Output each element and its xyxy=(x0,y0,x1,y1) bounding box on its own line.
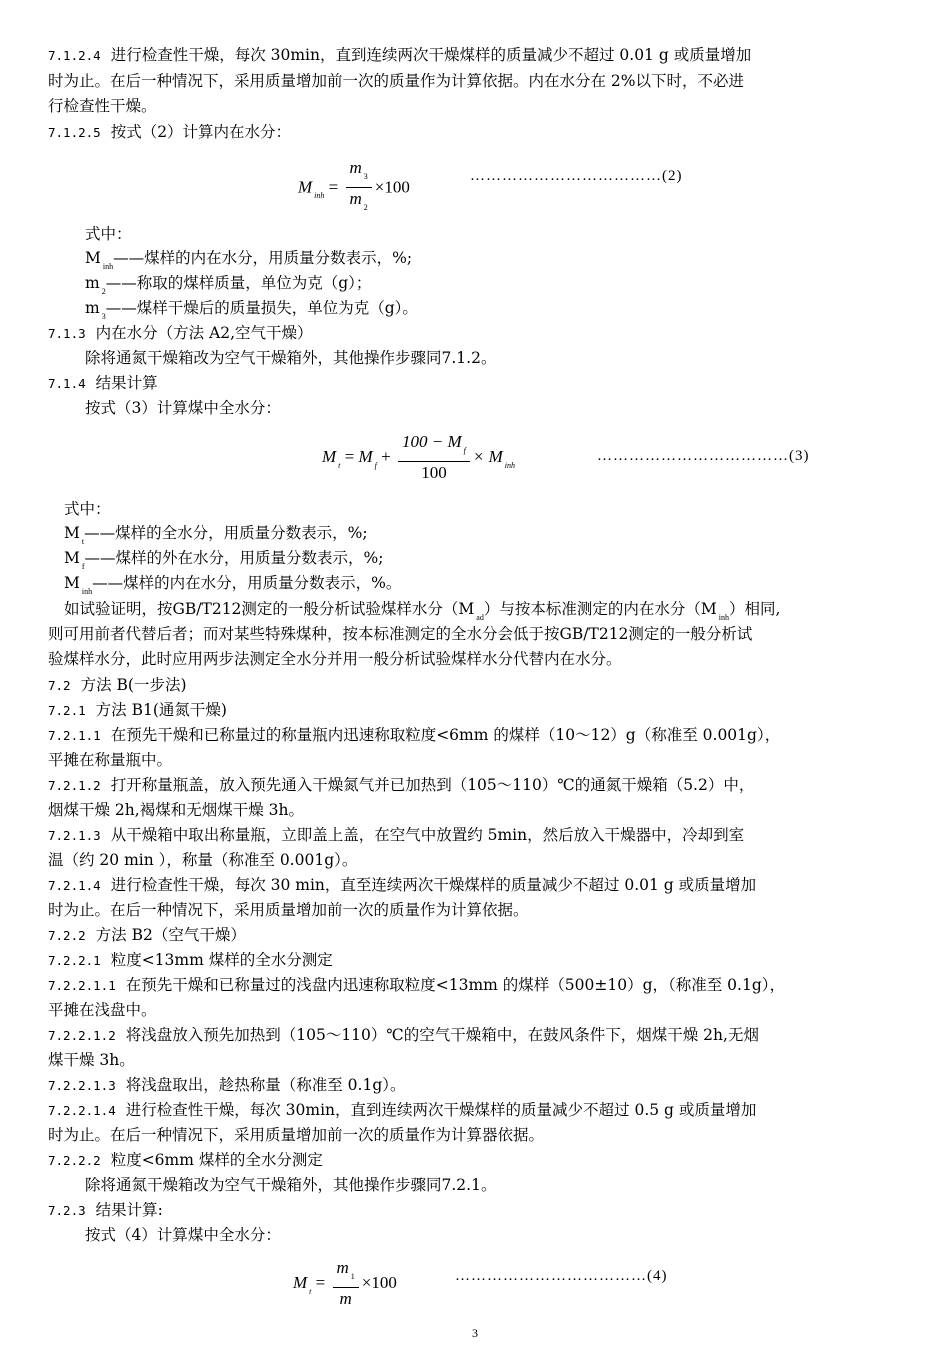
symbol: m xyxy=(85,274,100,292)
clause-7-2-2-1-4 xyxy=(48,1099,906,1122)
equation-label: (3) xyxy=(789,448,810,464)
equation-label: (2) xyxy=(662,168,683,184)
clause-text: 在预先干燥和已称量过的称量瓶内迅速称取粒度<6mm 的煤样（10～12）g（称准至 0.001g）， xyxy=(110,726,781,744)
symbol: M xyxy=(64,549,80,567)
clause-text: 进行检查性干燥，每次 30min，直到连续两次干燥煤样的质量减少不超过 0.5 g 或质量增加 xyxy=(125,1101,757,1119)
text-line: 验煤样水分，此时应用两步法测定全水分并用一般分析试验煤样水分代替内在水分。 xyxy=(48,650,622,668)
formula-lhs-subscript: inh xyxy=(314,191,325,201)
definition-text: ——煤样干燥后的质量损失，单位为克（g）。 xyxy=(105,299,418,317)
clause-number: 7.2.2.1.3 xyxy=(48,1078,116,1093)
clause-number: 7.1.2.5 xyxy=(48,125,101,140)
formula-3 xyxy=(322,432,515,484)
symbol: M xyxy=(85,249,101,267)
formula-multiplier: ×100 xyxy=(374,177,410,197)
formula-term: M xyxy=(358,446,373,466)
clause-text: 打开称量瓶盖，放入预先通入干燥氮气并已加热到（105～110）℃的通氮干燥箱（5.2）中， xyxy=(110,776,755,794)
clause-text: 将浅盘放入预先加热到（105～110）℃的空气干燥箱中，在鼓风条件下，烟煤干燥 2h,无烟 xyxy=(125,1026,759,1044)
note-text: ）与按本标准测定的内在水分（M xyxy=(483,600,717,618)
symbol-subscript: inh xyxy=(81,587,93,596)
text-line: 行检查性干燥。 xyxy=(48,97,157,115)
clause-7-1-3 xyxy=(48,322,906,345)
formula-fraction xyxy=(333,1258,359,1310)
formula-equals: = xyxy=(328,177,339,197)
clause-text: 结果计算: xyxy=(95,1201,163,1219)
fraction-numerator: 100 − M xyxy=(402,432,462,451)
formula-fraction xyxy=(346,158,372,219)
symbol-subscript: ad xyxy=(476,613,484,622)
clause-text: 按式（2）计算内在水分： xyxy=(110,123,292,141)
text-line: 烟煤干燥 2h,褐煤和无烟煤干燥 3h。 xyxy=(48,801,304,819)
definition-text: ——煤样的内在水分，用质量分数表示，%; xyxy=(113,249,413,267)
clause-number: 7.1.2.4 xyxy=(48,48,101,63)
clause-number: 7.2.2.1.4 xyxy=(48,1103,116,1118)
clause-7-2 xyxy=(48,674,906,697)
text-line: 温（约 20 min ），称量（称准至 0.001g）。 xyxy=(48,851,358,869)
leader-dots: ……………………………… xyxy=(470,168,662,184)
symbol-subscript: inh xyxy=(102,262,114,271)
symbol-subscript: 2 xyxy=(101,287,106,296)
clause-text: 将浅盘取出，趁热称量（称准至 0.1g）。 xyxy=(125,1076,406,1094)
definition-text: ——煤样的外在水分，用质量分数表示，%; xyxy=(84,549,384,567)
formula-term-subscript: f xyxy=(374,460,377,470)
text-line: 按式（4）计算煤中全水分： xyxy=(85,1226,281,1244)
clause-7-2-1-2 xyxy=(48,774,906,797)
symbol-subscript: inh xyxy=(718,613,729,622)
fraction-denominator: m xyxy=(349,189,362,208)
clause-number: 7.2 xyxy=(48,678,71,693)
clause-number: 7.2.2 xyxy=(48,928,86,943)
clause-7-2-2-1-3 xyxy=(48,1074,906,1097)
leader-dots: ……………………………… xyxy=(455,1268,647,1284)
clause-7-2-2-1 xyxy=(48,949,906,972)
clause-number: 7.2.1.2 xyxy=(48,778,101,793)
clause-number: 7.2.1 xyxy=(48,703,86,718)
clause-7-2-1-1 xyxy=(48,724,906,747)
formula-lhs-subscript: t xyxy=(309,1286,312,1296)
formula-equals: = xyxy=(315,1272,326,1292)
clause-7-2-1-3 xyxy=(48,824,906,847)
symbol: M xyxy=(64,574,80,592)
fraction-numerator: m xyxy=(336,1258,349,1277)
clause-text: 在预先干燥和已称量过的浅盘内迅速称取粒度<13mm 的煤样（500±10）g，（称准至 0.1g）， xyxy=(125,976,785,994)
formula-plus: + xyxy=(381,446,391,466)
clause-number: 7.2.1.4 xyxy=(48,878,101,893)
numerator-subscript: 3 xyxy=(363,172,368,181)
clause-number: 7.2.2.1.2 xyxy=(48,1028,116,1043)
formula-lhs: M xyxy=(322,446,337,466)
symbol: M xyxy=(64,524,80,542)
fraction-denominator: 100 xyxy=(421,463,447,482)
clause-number: 7.2.2.1 xyxy=(48,953,101,968)
where-label: 式中： xyxy=(85,225,132,243)
clause-number: 7.1.3 xyxy=(48,326,86,341)
formula-4-leader xyxy=(455,1268,668,1285)
formula-2-leader xyxy=(470,168,683,185)
clause-7-2-2-2 xyxy=(48,1149,906,1172)
clause-7-2-1 xyxy=(48,699,906,722)
clause-number: 7.2.3 xyxy=(48,1203,86,1218)
clause-text: 方法 B(一步法) xyxy=(80,676,187,694)
definition-text: ——煤样的全水分，用质量分数表示，%; xyxy=(84,524,368,542)
page-number: 3 xyxy=(472,1326,478,1340)
formula-4 xyxy=(293,1258,397,1310)
formula-lhs-subscript: t xyxy=(338,460,341,470)
fraction-denominator: m xyxy=(339,1289,352,1308)
formula-lhs: M xyxy=(298,177,313,197)
clause-text: 粒度<13mm 煤样的全水分测定 xyxy=(110,951,333,969)
numerator-subscript: f xyxy=(463,446,466,455)
symbol-subscript: f xyxy=(81,562,85,571)
formula-equals: = xyxy=(344,446,355,466)
clause-text: 结果计算 xyxy=(95,374,158,392)
clause-number: 7.2.1.3 xyxy=(48,828,101,843)
formula-multiplier: ×100 xyxy=(361,1272,397,1292)
text-line: 除将通氮干燥箱改为空气干燥箱外，其他操作步骤同7.2.1。 xyxy=(85,1176,497,1194)
formula-3-leader xyxy=(597,448,810,465)
clause-7-2-2-1-1 xyxy=(48,974,906,997)
text-line: 平摊在称量瓶中。 xyxy=(48,751,173,769)
note-text: ）相同, xyxy=(728,600,781,618)
text-line: 按式（3）计算煤中全水分： xyxy=(85,399,281,417)
text-line: 时为止。在后一种情况下，采用质量增加前一次的质量作为计算依据。 xyxy=(48,901,529,919)
clause-text: 粒度<6mm 煤样的全水分测定 xyxy=(110,1151,323,1169)
clause-text: 进行检查性干燥，每次 30min，直到连续两次干燥煤样的质量减少不超过 0.01 g 或质量增加 xyxy=(110,46,752,64)
clause-number: 7.1.4 xyxy=(48,376,86,391)
text-line: 时为止。在后一种情况下，采用质量增加前一次的质量作为计算依据。内在水分在 2%以下时，不必进 xyxy=(48,72,745,90)
clause-text: 进行检查性干燥，每次 30 min，直至连续两次干燥煤样的质量减少不超过 0.01 g 或质量增加 xyxy=(110,876,757,894)
multiplier-subscript: inh xyxy=(504,460,515,470)
equation-label: (4) xyxy=(647,1268,668,1284)
formula-multiplier: × M xyxy=(472,446,503,466)
clause-7-2-3 xyxy=(48,1199,906,1222)
clause-7-1-2-5 xyxy=(48,121,906,144)
leader-dots: ……………………………… xyxy=(597,448,789,464)
clause-7-1-4 xyxy=(48,372,906,395)
clause-7-2-1-4 xyxy=(48,874,906,897)
clause-7-1-2-4 xyxy=(48,44,906,67)
clause-text: 内在水分（方法 A2,空气干燥） xyxy=(95,324,313,342)
numerator-subscript: 1 xyxy=(350,1272,355,1281)
clause-7-2-2 xyxy=(48,924,906,947)
definition-text: ——煤样的内在水分，用质量分数表示，%。 xyxy=(92,574,402,592)
text-line: 时为止。在后一种情况下，采用质量增加前一次的质量作为计算器依据。 xyxy=(48,1126,545,1144)
formula-lhs: M xyxy=(293,1272,308,1292)
denominator-subscript: 2 xyxy=(363,203,368,212)
clause-number: 7.2.2.1.1 xyxy=(48,978,116,993)
clause-number: 7.2.1.1 xyxy=(48,728,101,743)
note-text: 如试验证明，按GB/T212测定的一般分析试验煤样水分（M xyxy=(64,600,475,618)
clause-text: 从干燥箱中取出称量瓶，立即盖上盖，在空气中放置约 5min，然后放入干燥器中，冷却到室 xyxy=(110,826,745,844)
text-line: 煤干燥 3h。 xyxy=(48,1051,135,1069)
symbol-subscript: t xyxy=(81,537,85,546)
text-line: 除将通氮干燥箱改为空气干燥箱外，其他操作步骤同7.1.2。 xyxy=(85,349,497,367)
fraction-numerator: m xyxy=(349,158,362,177)
symbol-subscript: 3 xyxy=(101,312,106,321)
symbol: m xyxy=(85,299,100,317)
formula-2 xyxy=(298,158,410,219)
clause-7-2-2-1-2 xyxy=(48,1024,906,1047)
text-line: 则可用前者代替后者；而对某些特殊煤种，按本标准测定的全水分会低于按GB/T212测定的一般分析试 xyxy=(48,625,753,643)
clause-text: 方法 B2（空气干燥） xyxy=(95,926,246,944)
clause-text: 方法 B1(通氮干燥) xyxy=(95,701,227,719)
definition-text: ——称取的煤样质量，单位为克（g）； xyxy=(105,274,372,292)
formula-fraction xyxy=(398,432,470,484)
where-label: 式中： xyxy=(64,500,111,518)
text-line: 平摊在浅盘中。 xyxy=(48,1001,157,1019)
clause-number: 7.2.2.2 xyxy=(48,1153,101,1168)
